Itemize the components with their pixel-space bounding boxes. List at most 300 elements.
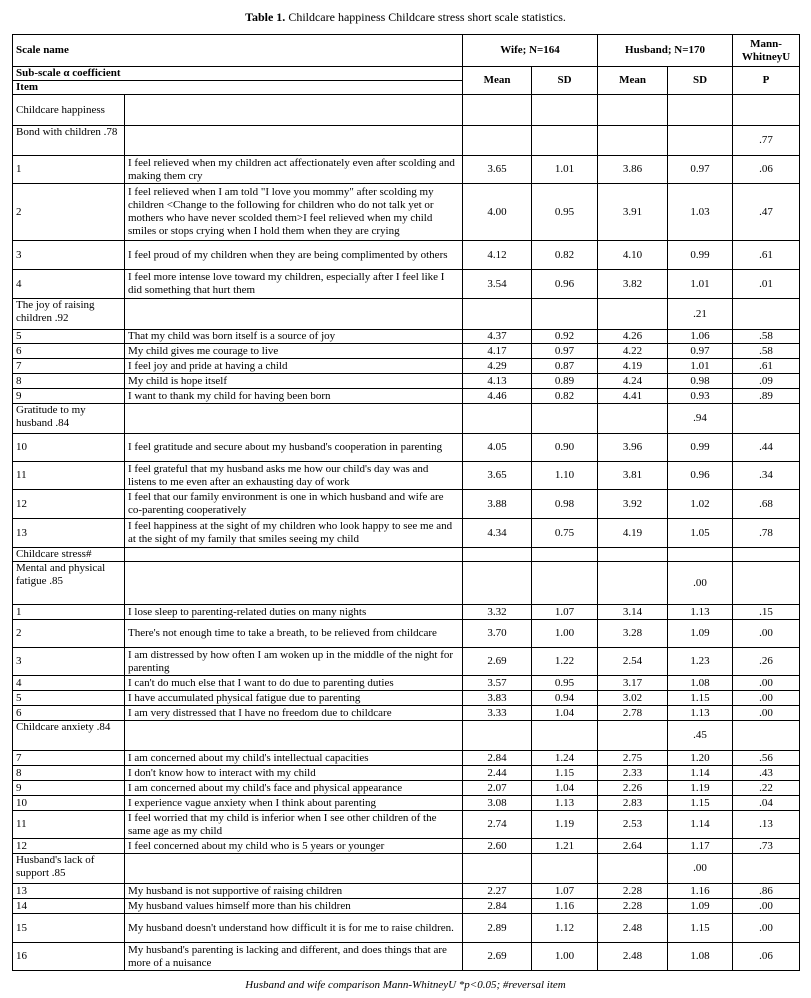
value-mean-w: 3.54	[463, 270, 532, 299]
value-sd-w: 1.00	[532, 943, 598, 971]
value-sd-h: 1.15	[668, 691, 733, 706]
table-row	[13, 605, 800, 620]
value-mean-w	[463, 721, 532, 751]
value-sd-w: 1.07	[532, 884, 598, 899]
subscale-row	[13, 299, 800, 330]
value-mean-w	[463, 95, 532, 126]
value-mean-h: 2.26	[598, 781, 668, 796]
value-mean-w: 2.44	[463, 766, 532, 781]
item-number: 9	[13, 389, 125, 404]
value-sd-w	[532, 548, 598, 562]
item-text: I feel concerned about my child who is 5 years or younger	[125, 839, 463, 854]
empty-cell	[125, 299, 463, 330]
item-number: 6	[13, 706, 125, 721]
subscale-row	[13, 404, 800, 434]
table-row	[13, 899, 800, 914]
value-p	[733, 548, 800, 562]
value-mean-w: 2.60	[463, 839, 532, 854]
subscale-row	[13, 562, 800, 605]
value-mean-h	[598, 126, 668, 156]
item-text: I feel more intense love toward my children, especially after I feel like I did something that hurt them	[125, 270, 463, 299]
value-mean-w: 4.00	[463, 184, 532, 241]
value-sd-h: .21	[668, 299, 733, 330]
husband-header: Husband; N=170	[598, 35, 733, 67]
value-p: .06	[733, 156, 800, 184]
value-sd-h: 1.09	[668, 899, 733, 914]
item-text: I feel that our family environment is one in which husband and wife are co-parenting cooperatively	[125, 490, 463, 519]
table-row	[13, 359, 800, 374]
value-p	[733, 95, 800, 126]
value-p: .06	[733, 943, 800, 971]
value-mean-w: 4.05	[463, 434, 532, 462]
item-text: I feel proud of my children when they are being complimented by others	[125, 241, 463, 270]
value-mean-w: 2.69	[463, 648, 532, 676]
value-sd-h: 0.98	[668, 374, 733, 389]
value-sd-w: 0.97	[532, 344, 598, 359]
value-sd-h: .00	[668, 562, 733, 605]
value-sd-h: 1.17	[668, 839, 733, 854]
value-mean-w: 4.46	[463, 389, 532, 404]
value-p: .00	[733, 706, 800, 721]
value-mean-h: 4.19	[598, 519, 668, 548]
value-sd-w: 1.19	[532, 811, 598, 839]
value-sd-h	[668, 548, 733, 562]
value-p	[733, 299, 800, 330]
value-sd-h: 1.08	[668, 676, 733, 691]
value-sd-h: 0.96	[668, 462, 733, 490]
item-text: My child gives me courage to live	[125, 344, 463, 359]
value-mean-h: 2.48	[598, 914, 668, 943]
value-p: .09	[733, 374, 800, 389]
table-row	[13, 676, 800, 691]
table-row	[13, 389, 800, 404]
item-text: I want to thank my child for having been born	[125, 389, 463, 404]
item-text: My husband values himself more than his children	[125, 899, 463, 914]
value-mean-w: 3.83	[463, 691, 532, 706]
item-text: I feel gratitude and secure about my husband's cooperation in parenting	[125, 434, 463, 462]
value-sd-h: 1.14	[668, 766, 733, 781]
value-sd-w: 0.94	[532, 691, 598, 706]
item-number: 13	[13, 519, 125, 548]
subscale-label: The joy of raising children .92	[13, 299, 125, 330]
value-sd-h: 1.01	[668, 270, 733, 299]
item-number: 11	[13, 811, 125, 839]
value-p: .04	[733, 796, 800, 811]
value-p	[733, 562, 800, 605]
value-sd-w	[532, 299, 598, 330]
value-sd-h: .00	[668, 854, 733, 884]
value-sd-h: 0.99	[668, 241, 733, 270]
value-mean-h: 3.82	[598, 270, 668, 299]
item-number: 7	[13, 359, 125, 374]
value-mean-h: 2.75	[598, 751, 668, 766]
value-p: .61	[733, 241, 800, 270]
section-label: Childcare stress#	[13, 548, 125, 562]
item-number: 12	[13, 490, 125, 519]
value-mean-h: 2.78	[598, 706, 668, 721]
value-p: .44	[733, 434, 800, 462]
table-row	[13, 184, 800, 241]
value-mean-h: 2.28	[598, 884, 668, 899]
value-mean-h: 4.26	[598, 330, 668, 344]
value-mean-h	[598, 854, 668, 884]
subscale-label: Husband's lack of support .85	[13, 854, 125, 884]
item-number: 4	[13, 270, 125, 299]
value-sd-w: 0.82	[532, 241, 598, 270]
value-p: .00	[733, 691, 800, 706]
item-text: That my child was born itself is a source of joy	[125, 330, 463, 344]
table-row	[13, 648, 800, 676]
value-sd-w: 1.16	[532, 899, 598, 914]
value-mean-h	[598, 299, 668, 330]
value-p: .00	[733, 620, 800, 648]
item-number: 2	[13, 620, 125, 648]
value-p: .15	[733, 605, 800, 620]
item-number: 10	[13, 796, 125, 811]
value-sd-w: 0.95	[532, 676, 598, 691]
item-number: 15	[13, 914, 125, 943]
subscale-label: Gratitude to my husband .84	[13, 404, 125, 434]
item-text: I can't do much else that I want to do due to parenting duties	[125, 676, 463, 691]
item-number: 3	[13, 648, 125, 676]
empty-cell	[125, 126, 463, 156]
value-sd-w: 1.10	[532, 462, 598, 490]
table-row	[13, 706, 800, 721]
husband-mean-header: Mean	[598, 67, 668, 95]
item-text: I feel grateful that my husband asks me how our child's day was and listens to me even after an exhausting day of work	[125, 462, 463, 490]
item-text: I feel worried that my child is inferior when I see other children of the same age as my child	[125, 811, 463, 839]
value-mean-w: 3.08	[463, 796, 532, 811]
value-sd-h	[668, 126, 733, 156]
item-number: 1	[13, 156, 125, 184]
value-sd-h: .45	[668, 721, 733, 751]
table-row	[13, 839, 800, 854]
value-mean-h	[598, 548, 668, 562]
value-mean-w	[463, 404, 532, 434]
table-row	[13, 914, 800, 943]
item-number: 4	[13, 676, 125, 691]
value-p: .58	[733, 344, 800, 359]
item-text: I am concerned about my child's face and physical appearance	[125, 781, 463, 796]
value-sd-w: 1.24	[532, 751, 598, 766]
table-row	[13, 462, 800, 490]
empty-cell	[125, 721, 463, 751]
value-sd-w: 0.92	[532, 330, 598, 344]
value-mean-w: 3.88	[463, 490, 532, 519]
table-row	[13, 691, 800, 706]
value-mean-w: 4.37	[463, 330, 532, 344]
table-row	[13, 241, 800, 270]
wife-sd-header: SD	[532, 67, 598, 95]
value-sd-w	[532, 562, 598, 605]
value-mean-w: 3.65	[463, 156, 532, 184]
value-mean-w: 2.27	[463, 884, 532, 899]
subscale-label: Mental and physical fatigue .85	[13, 562, 125, 605]
value-mean-h: 3.14	[598, 605, 668, 620]
value-mean-h: 3.17	[598, 676, 668, 691]
item-number: 5	[13, 691, 125, 706]
value-mean-w	[463, 854, 532, 884]
value-mean-w: 2.74	[463, 811, 532, 839]
value-mean-h: 2.64	[598, 839, 668, 854]
subscale-row	[13, 721, 800, 751]
value-p: .61	[733, 359, 800, 374]
value-sd-h: 1.15	[668, 796, 733, 811]
item-text: I experience vague anxiety when I think about parenting	[125, 796, 463, 811]
item-number: 7	[13, 751, 125, 766]
item-text: My husband doesn't understand how difficult it is for me to raise children.	[125, 914, 463, 943]
table-row	[13, 519, 800, 548]
value-sd-h	[668, 95, 733, 126]
item-number: 13	[13, 884, 125, 899]
value-p: .00	[733, 899, 800, 914]
item-text: I lose sleep to parenting-related duties on many nights	[125, 605, 463, 620]
subscale-label: Bond with children .78	[13, 126, 125, 156]
item-text: I don't know how to interact with my child	[125, 766, 463, 781]
table-row	[13, 620, 800, 648]
table-row	[13, 796, 800, 811]
value-mean-h	[598, 721, 668, 751]
value-sd-h: .94	[668, 404, 733, 434]
item-text: I am concerned about my child's intellectual capacities	[125, 751, 463, 766]
item-number: 2	[13, 184, 125, 241]
value-sd-h: 1.01	[668, 359, 733, 374]
value-mean-h: 3.91	[598, 184, 668, 241]
table-footnote: Husband and wife comparison Mann-WhitneyU *p<0.05; #reversal item	[245, 979, 566, 991]
value-p: .68	[733, 490, 800, 519]
value-mean-h: 2.28	[598, 899, 668, 914]
value-sd-w: 1.04	[532, 706, 598, 721]
value-sd-h: 1.13	[668, 706, 733, 721]
item-text: I feel joy and pride at having a child	[125, 359, 463, 374]
empty-cell	[125, 404, 463, 434]
value-sd-w: 0.90	[532, 434, 598, 462]
table-label: Table 1.	[245, 10, 286, 24]
table-row	[13, 490, 800, 519]
value-sd-h: 1.03	[668, 184, 733, 241]
value-mean-h: 3.81	[598, 462, 668, 490]
item-text: I feel happiness at the sight of my children who look happy to see me and at the sight of my family that smiles seeing my child	[125, 519, 463, 548]
value-mean-h: 4.22	[598, 344, 668, 359]
value-p: .34	[733, 462, 800, 490]
value-mean-h: 4.24	[598, 374, 668, 389]
value-mean-h: 2.83	[598, 796, 668, 811]
item-text: There's not enough time to take a breath, to be relieved from childcare	[125, 620, 463, 648]
value-mean-h: 2.33	[598, 766, 668, 781]
value-sd-w: 1.15	[532, 766, 598, 781]
value-sd-h: 1.05	[668, 519, 733, 548]
table-caption	[0, 10, 811, 25]
value-sd-h: 1.15	[668, 914, 733, 943]
value-mean-h: 3.02	[598, 691, 668, 706]
value-mean-w: 4.13	[463, 374, 532, 389]
value-sd-h: 1.02	[668, 490, 733, 519]
item-number: 16	[13, 943, 125, 971]
value-mean-w: 4.34	[463, 519, 532, 548]
value-sd-w: 0.89	[532, 374, 598, 389]
value-sd-w: 1.13	[532, 796, 598, 811]
table-row	[13, 434, 800, 462]
table-row	[13, 330, 800, 344]
value-mean-w	[463, 562, 532, 605]
empty-cell	[125, 95, 463, 126]
value-sd-h: 0.97	[668, 344, 733, 359]
value-sd-w: 1.12	[532, 914, 598, 943]
subscale-row	[13, 854, 800, 884]
item-header: Item	[13, 81, 463, 95]
item-text: I have accumulated physical fatigue due to parenting	[125, 691, 463, 706]
subscale-label: Childcare anxiety .84	[13, 721, 125, 751]
value-sd-w	[532, 126, 598, 156]
value-sd-w: 1.07	[532, 605, 598, 620]
value-p: .13	[733, 811, 800, 839]
table-body	[13, 95, 800, 971]
value-mean-w	[463, 299, 532, 330]
item-text: My child is hope itself	[125, 374, 463, 389]
value-p: .73	[733, 839, 800, 854]
value-mean-h: 4.10	[598, 241, 668, 270]
value-sd-w: 1.01	[532, 156, 598, 184]
value-mean-h	[598, 404, 668, 434]
scale-name-header: Scale name	[13, 35, 463, 67]
empty-cell	[125, 548, 463, 562]
value-p: .01	[733, 270, 800, 299]
value-mean-w: 2.84	[463, 899, 532, 914]
value-mean-h: 2.54	[598, 648, 668, 676]
table-row	[13, 344, 800, 359]
value-p: .00	[733, 676, 800, 691]
value-mean-h: 3.86	[598, 156, 668, 184]
value-mean-w: 2.07	[463, 781, 532, 796]
value-mean-w: 2.89	[463, 914, 532, 943]
table-row	[13, 943, 800, 971]
value-p: .86	[733, 884, 800, 899]
value-p	[733, 404, 800, 434]
value-sd-h: 1.20	[668, 751, 733, 766]
value-mean-w	[463, 126, 532, 156]
section-row	[13, 548, 800, 562]
value-sd-h: 1.16	[668, 884, 733, 899]
wife-header: Wife; N=164	[463, 35, 598, 67]
value-p: .47	[733, 184, 800, 241]
item-number: 6	[13, 344, 125, 359]
value-sd-h: 1.09	[668, 620, 733, 648]
p-header: P	[733, 67, 800, 95]
item-text: I am distressed by how often I am woken up in the middle of the night for parenting	[125, 648, 463, 676]
value-mean-h: 2.48	[598, 943, 668, 971]
item-text: My husband is not supportive of raising children	[125, 884, 463, 899]
value-mean-w: 4.29	[463, 359, 532, 374]
section-row	[13, 95, 800, 126]
value-sd-h: 0.97	[668, 156, 733, 184]
value-sd-h: 1.08	[668, 943, 733, 971]
husband-sd-header: SD	[668, 67, 733, 95]
item-number: 5	[13, 330, 125, 344]
value-mean-w: 3.65	[463, 462, 532, 490]
value-sd-h: 1.14	[668, 811, 733, 839]
item-number: 8	[13, 766, 125, 781]
value-sd-w: 1.00	[532, 620, 598, 648]
section-label: Childcare happiness	[13, 95, 125, 126]
value-p: .43	[733, 766, 800, 781]
value-sd-h: 1.06	[668, 330, 733, 344]
value-p: .58	[733, 330, 800, 344]
item-text: My husband's parenting is lacking and different, and does things that are more of a nuisance	[125, 943, 463, 971]
item-number: 9	[13, 781, 125, 796]
item-number: 14	[13, 899, 125, 914]
value-mean-h: 3.28	[598, 620, 668, 648]
value-sd-w	[532, 721, 598, 751]
table-row	[13, 781, 800, 796]
table-row	[13, 156, 800, 184]
value-mean-h: 4.41	[598, 389, 668, 404]
value-p: .26	[733, 648, 800, 676]
value-sd-h: 1.19	[668, 781, 733, 796]
value-mean-h: 3.96	[598, 434, 668, 462]
value-mean-w: 3.33	[463, 706, 532, 721]
value-sd-w	[532, 404, 598, 434]
empty-cell	[125, 854, 463, 884]
value-sd-w: 0.98	[532, 490, 598, 519]
value-sd-w: 0.87	[532, 359, 598, 374]
table-row	[13, 374, 800, 389]
table-title: Childcare happiness Childcare stress short scale statistics.	[285, 10, 566, 24]
value-sd-w: 0.96	[532, 270, 598, 299]
value-sd-h: 0.93	[668, 389, 733, 404]
value-sd-w	[532, 854, 598, 884]
statistics-table	[12, 34, 800, 971]
item-number: 8	[13, 374, 125, 389]
mann-whitney-header: Mann-WhitneyU	[733, 35, 800, 67]
item-text: I feel relieved when my children act affectionately even after scolding and making them cry	[125, 156, 463, 184]
value-p	[733, 721, 800, 751]
table-row	[13, 766, 800, 781]
value-p: .78	[733, 519, 800, 548]
value-p: .89	[733, 389, 800, 404]
value-p	[733, 854, 800, 884]
value-sd-w: 0.82	[532, 389, 598, 404]
value-mean-h: 3.92	[598, 490, 668, 519]
value-mean-w: 3.32	[463, 605, 532, 620]
value-mean-h	[598, 562, 668, 605]
item-text: I am very distressed that I have no freedom due to childcare	[125, 706, 463, 721]
wife-mean-header: Mean	[463, 67, 532, 95]
value-p: .22	[733, 781, 800, 796]
item-number: 3	[13, 241, 125, 270]
subscale-row	[13, 126, 800, 156]
value-sd-w	[532, 95, 598, 126]
item-number: 10	[13, 434, 125, 462]
value-p: .77	[733, 126, 800, 156]
value-mean-w: 4.12	[463, 241, 532, 270]
value-mean-w: 2.84	[463, 751, 532, 766]
item-number: 1	[13, 605, 125, 620]
value-sd-w: 1.21	[532, 839, 598, 854]
subscale-header: Sub-scale α coefficient	[13, 67, 463, 81]
item-text: I feel relieved when I am told "I love you mommy" after scolding my children <Change to the following for children who do not talk yet or mothers who have never scolded them>I feel relieved when my child smiles or stops crying when I hold them when they are crying	[125, 184, 463, 241]
value-mean-w: 3.70	[463, 620, 532, 648]
value-sd-w: 0.95	[532, 184, 598, 241]
item-number: 11	[13, 462, 125, 490]
table-row	[13, 884, 800, 899]
value-mean-w	[463, 548, 532, 562]
value-mean-w: 4.17	[463, 344, 532, 359]
value-sd-w: 1.22	[532, 648, 598, 676]
table-row	[13, 751, 800, 766]
value-mean-h: 2.53	[598, 811, 668, 839]
value-mean-w: 2.69	[463, 943, 532, 971]
value-mean-w: 3.57	[463, 676, 532, 691]
